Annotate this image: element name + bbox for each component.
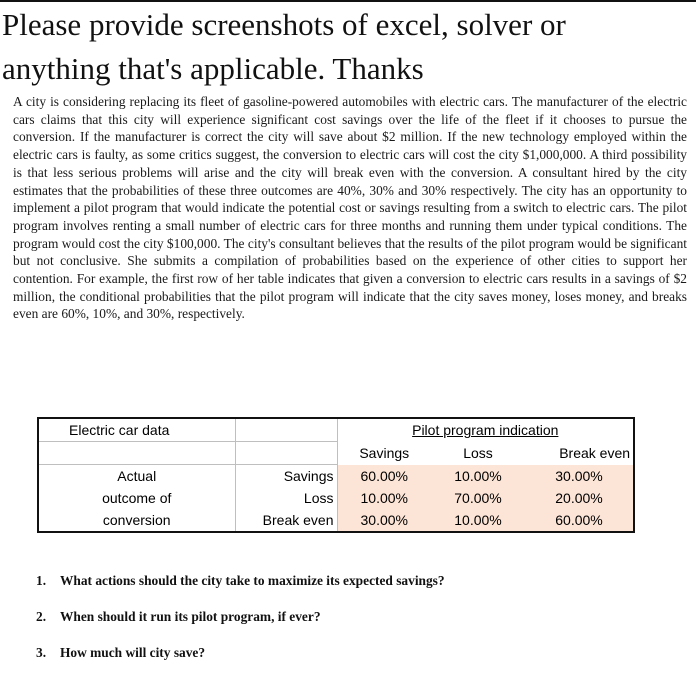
problem-statement [13,93,687,323]
probability-table [39,419,633,530]
col-header-savings: Savings [337,442,431,465]
problem-paragraph: A city is considering replacing its fleet of gasoline-powered automobiles with electric cars. The manufacturer of the electric cars claims that this city will experience significant cost savings over the life of the fleet if it chooses to pursue the conversion. If the manufacturer is correct the city will save about $2 million. If the new technology employed within the electric cars is faulty, as some critics suggest, the conversion to electric cars will cost the city $1,000,000. A third possibility is that less serious problems will arise and the city will break even with the conversion. A consultant hired by the city estimates that the probabilities of these three outcomes are 40%, 30% and 30% respectively. The city has an opportunity to implement a pilot program that would indicate the potential cost or savings resulting from a switch to electric cars. The pilot program involves renting a small number of electric cars for three months and running them under typical conditions. The program would cost the city $100,000. The city's consultant believes that the results of the pilot program would be significant but not conclusive. She submits a compilation of probabilities based on the experience of other cities to support her contention. For example, the first row of her table indicates that given a conversion to electric cars results in a savings of $2 million, the conditional probabilities that the pilot program will indicate that the city saves money, loses money, and breaks even are 60%, 10%, and 30%, respectively. [13,94,687,322]
cell-value: 30.00% [337,509,431,531]
question-text: When should it run its pilot program, if ever? [60,609,321,624]
empty-cell [235,419,337,442]
group-header-text: Pilot program indication [412,422,559,439]
question-number: 2. [36,609,47,624]
table-header-row [39,419,633,442]
row-group-label-2: outcome of [39,487,235,509]
cell-value: 10.00% [337,487,431,509]
title-line-2: anything that's applicable. Thanks [2,51,424,86]
column-header-row [39,442,633,465]
page-title [2,3,692,91]
row-group-label-1: Actual [39,465,235,488]
col-header-loss: Loss [463,445,493,461]
corner-label: Electric car data [39,419,235,442]
conditional-probability-table [39,419,633,531]
row-group-label-3: conversion [39,509,235,531]
question-text: How much will city save? [60,645,206,660]
question-item [36,572,656,590]
empty-cell [39,442,235,465]
cell-value: 30.00% [525,465,633,488]
cell-value: 10.00% [431,509,525,531]
question-item [36,644,656,662]
group-header [337,419,633,442]
cell-value: 60.00% [525,509,633,531]
cell-value: 20.00% [525,487,633,509]
empty-cell [235,442,337,465]
question-number: 1. [36,573,47,588]
row-label: Savings [283,468,334,484]
title-line-1: Please provide screenshots of excel, solver or [2,7,566,42]
question-number: 3. [36,645,47,660]
col-header-break-even: Break even [559,445,631,461]
row-label: Break even [262,512,334,528]
table-row [39,509,633,531]
cell-value: 60.00% [337,465,431,488]
cell-value: 10.00% [431,465,525,488]
question-list [36,572,656,680]
cell-value: 70.00% [431,487,525,509]
top-rule [0,0,696,2]
question-item [36,608,656,626]
table-row [39,487,633,509]
table-row [39,465,633,488]
question-text: What actions should the city take to maximize its expected savings? [60,573,445,588]
row-label: Loss [303,490,334,506]
